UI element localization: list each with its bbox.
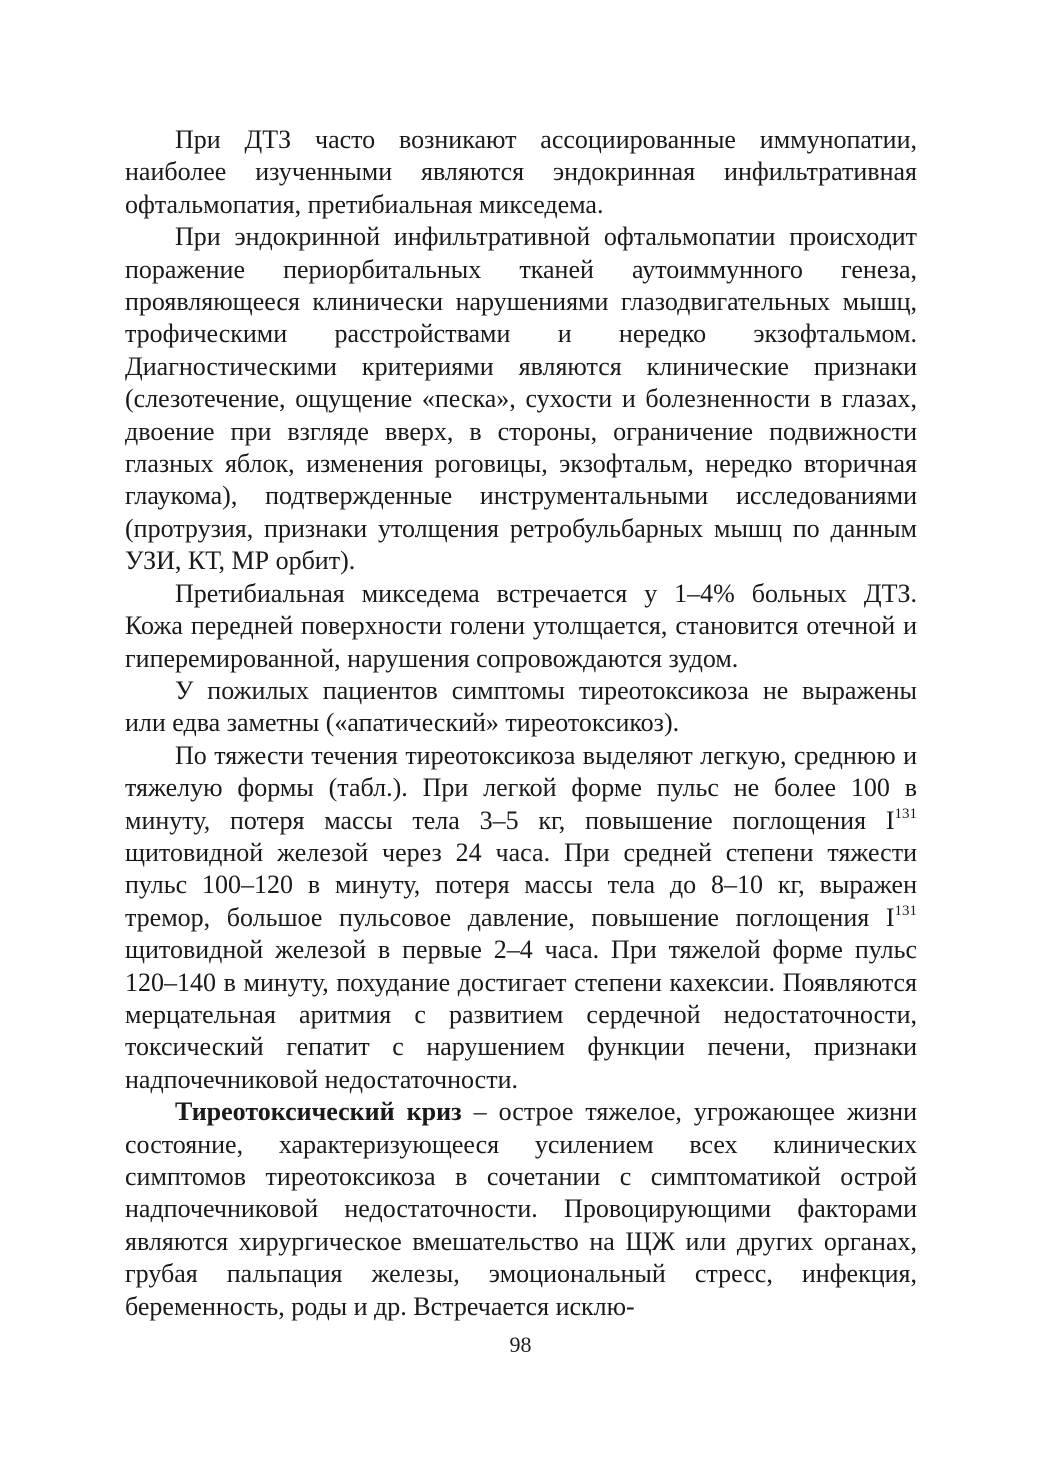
paragraph-severity-forms (125, 740, 917, 1096)
paragraph-ophthalmopathy: При эндокринной инфильтративной офтальмопатии происходит поражение периорбитальных тканей аутоиммунного генеза, проявляющееся клинически нарушениями глазодвигательных мышц, трофическими расстройствами и нередко экзофтальмом. Диагностическими критериями являются клинические признаки (слезотечение, ощущение «песка», сухости и болезненности в глазах, двоение при взгляде вверх, в стороны, ограничение подвижности глазных яблок, изменения роговицы, экзофтальм, нередко вторичная глаукома), подтвержденные инструментальными исследованиями (протрузия, признаки утолщения ретробульбарных мышц по данным УЗИ, КТ, МР орбит). (125, 222, 917, 576)
paragraph-thyrotoxic-crisis (125, 1096, 917, 1323)
iodine-isotope-superscript: 131 (894, 805, 917, 822)
severity-text-part-1: По тяжести течения тиреотоксикоза выделяют легкую, среднюю и тяжелую формы (табл.). При легкой форме пульс не более 100 в минуту, потеря массы тела 3–5 кг, повышение поглощения I (125, 740, 917, 835)
iodine-isotope-superscript: 131 (894, 902, 917, 919)
body-text (125, 124, 917, 1323)
term-thyrotoxic-crisis: Тиреотоксический криз (175, 1097, 462, 1127)
page-number: 98 (509, 1332, 532, 1357)
severity-text-part-3: щитовидной железой в первые 2–4 часа. При тяжелой форме пульс 120–140 в минуту, похудание достигает степени кахексии. Появляются мерцательная аритмия с развитием сердечной недостаточности, токсический гепатит с нарушением функции печени, признаки надпочечниковой недостаточности. (125, 935, 917, 1094)
paragraph-elderly-patients: У пожилых пациентов симптомы тиреотоксикоза не выражены или едва заметны («апатический» тиреотоксикоз). (125, 675, 917, 738)
crisis-description: – острое тяжелое, угрожающее жизни состояние, характеризующееся усилением всех клинических симптомов тиреотоксикоза в сочетании с симптоматикой острой надпочечниковой недостаточности. Провоцирующими факторами являются хирургическое вмешательство на ЩЖ или других органах, грубая пальпация железы, эмоциональный стресс, инфекция, беременность, роды и др. Встречается исклю- (125, 1097, 917, 1321)
severity-text-part-2: щитовидной железой через 24 часа. При средней степени тяжести пульс 100–120 в минуту, потеря массы тела до 8–10 кг, выражен тремор, большое пульсовое давление, повышение поглощения I (125, 837, 917, 932)
paragraph-associated-immunopathies: При ДТЗ часто возникают ассоциированные иммунопатии, наиболее изученными являются эндокринная инфильтративная офтальмопатия, претибиальная микседема. (125, 125, 917, 219)
paragraph-pretibial-myxedema: Претибиальная микседема встречается у 1–4% больных ДТЗ. Кожа передней поверхности голени утолщается, становится отечной и гиперемированной, нарушения сопровождаются зудом. (125, 578, 917, 673)
